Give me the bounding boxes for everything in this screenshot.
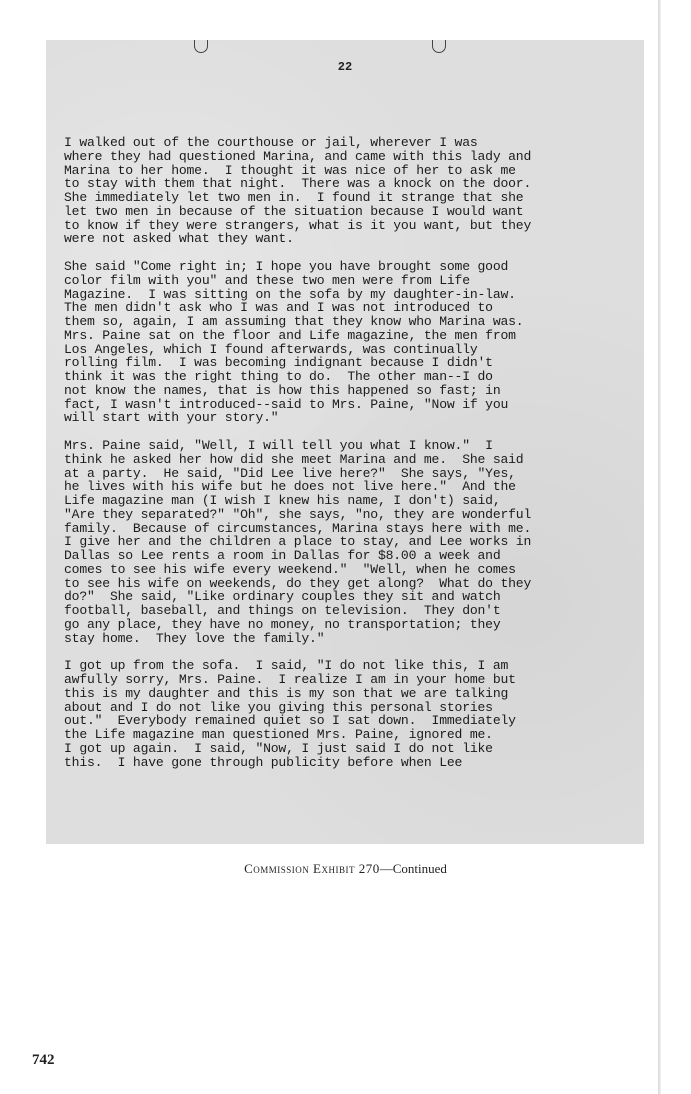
text-line: Magazine. I was sitting on the sofa by my daughter-in-law.	[64, 286, 516, 302]
text-line: football, baseball, and things on television. They don't	[64, 603, 501, 618]
page-edge	[658, 0, 661, 1094]
text-line: "Are they separated?" "Oh", she says, "no, they are wonderful	[64, 506, 532, 522]
paragraph	[64, 659, 642, 769]
text-line: think he asked her how did she meet Marina and me. She said	[64, 451, 524, 467]
text-line: fact, I wasn't introduced--said to Mrs. Paine, "Now if you	[64, 396, 509, 412]
text-line: this is my daughter and this is my son that we are talking	[64, 685, 509, 701]
text-line: to know if they were strangers, what is it you want, but they	[64, 217, 532, 233]
punch-hole-left-icon	[194, 40, 208, 53]
text-line: The men didn't ask who I was and I was not introduced to	[64, 300, 493, 316]
text-line: to see his wife on weekends, do they get along? What do they	[64, 575, 532, 591]
text-line: this. I have gone through publicity before when Lee	[64, 754, 463, 770]
text-line: Life magazine man (I wish I knew his name, I don't) said,	[64, 493, 501, 508]
text-line: rolling film. I was becoming indignant because I didn't	[64, 355, 493, 371]
text-line: to stay with them that night. There was a knock on the door.	[64, 176, 532, 192]
typed-testimony	[64, 136, 642, 783]
text-line: do?" She said, "Like ordinary couples they sit and watch	[64, 589, 501, 605]
text-line: family. Because of circumstances, Marina stays here with me.	[64, 520, 532, 536]
text-line: out." Everybody remained quiet so I sat down. Immediately	[64, 713, 516, 729]
text-line: Los Angeles, which I found afterwards, was continually	[64, 341, 478, 357]
paragraph	[64, 136, 642, 246]
caption-suffix: —Continued	[379, 861, 447, 876]
text-line: where they had questioned Marina, and came with this lady and	[64, 148, 532, 164]
scanned-page	[46, 40, 644, 844]
text-line: I walked out of the courthouse or jail, wherever I was	[64, 135, 478, 150]
text-line: he lives with his wife but he does not live here." And the	[64, 479, 516, 495]
text-line: go any place, they have no money, no transportation; they	[64, 616, 501, 632]
text-line: I give her and the children a place to stay, and Lee works in	[64, 534, 532, 550]
text-line: about and I do not like you giving this personal stories	[64, 699, 493, 715]
text-line: will start with your story."	[64, 410, 279, 426]
text-line: Marina to her home. I thought it was nice of her to ask me	[64, 162, 516, 178]
paragraph	[64, 439, 642, 645]
text-line: comes to see his wife every weekend." "Well, when he comes	[64, 561, 516, 577]
caption-label: Commission Exhibit 270	[244, 861, 380, 876]
text-line: at a party. He said, "Did Lee live here?" She says, "Yes,	[64, 465, 516, 481]
text-line: Mrs. Paine said, "Well, I will tell you what I know." I	[64, 438, 493, 453]
text-line: Mrs. Paine sat on the floor and Life magazine, the men from	[64, 327, 516, 343]
text-line: not know the names, that is how this happened so fast; in	[64, 382, 501, 398]
text-line: She immediately let two men in. I found it strange that she	[64, 190, 524, 205]
text-line: the Life magazine man questioned Mrs. Paine, ignored me.	[64, 727, 493, 742]
text-line: I got up from the sofa. I said, "I do not like this, I am	[64, 658, 509, 674]
text-line: I got up again. I said, "Now, I just said I do not like	[64, 740, 493, 756]
text-line: awfully sorry, Mrs. Paine. I realize I am in your home but	[64, 672, 516, 687]
typed-page-number: 22	[337, 60, 353, 74]
paragraph	[64, 260, 642, 425]
text-line: let two men in because of the situation because I would want	[64, 203, 524, 219]
text-line: She said "Come right in; I hope you have brought some good	[64, 259, 509, 274]
page-folio: 742	[32, 1052, 55, 1068]
punch-hole-right-icon	[432, 40, 446, 53]
text-line: Dallas so Lee rents a room in Dallas for $8.00 a week and	[64, 548, 501, 563]
text-line: think it was the right thing to do. The other man--I do	[64, 369, 493, 384]
text-line: were not asked what they want.	[64, 231, 294, 247]
text-line: color film with you" and these two men were from Life	[64, 272, 470, 288]
text-line: stay home. They love the family."	[64, 630, 325, 646]
text-line: them so, again, I am assuming that they know who Marina was.	[64, 314, 524, 329]
exhibit-caption	[0, 861, 691, 877]
